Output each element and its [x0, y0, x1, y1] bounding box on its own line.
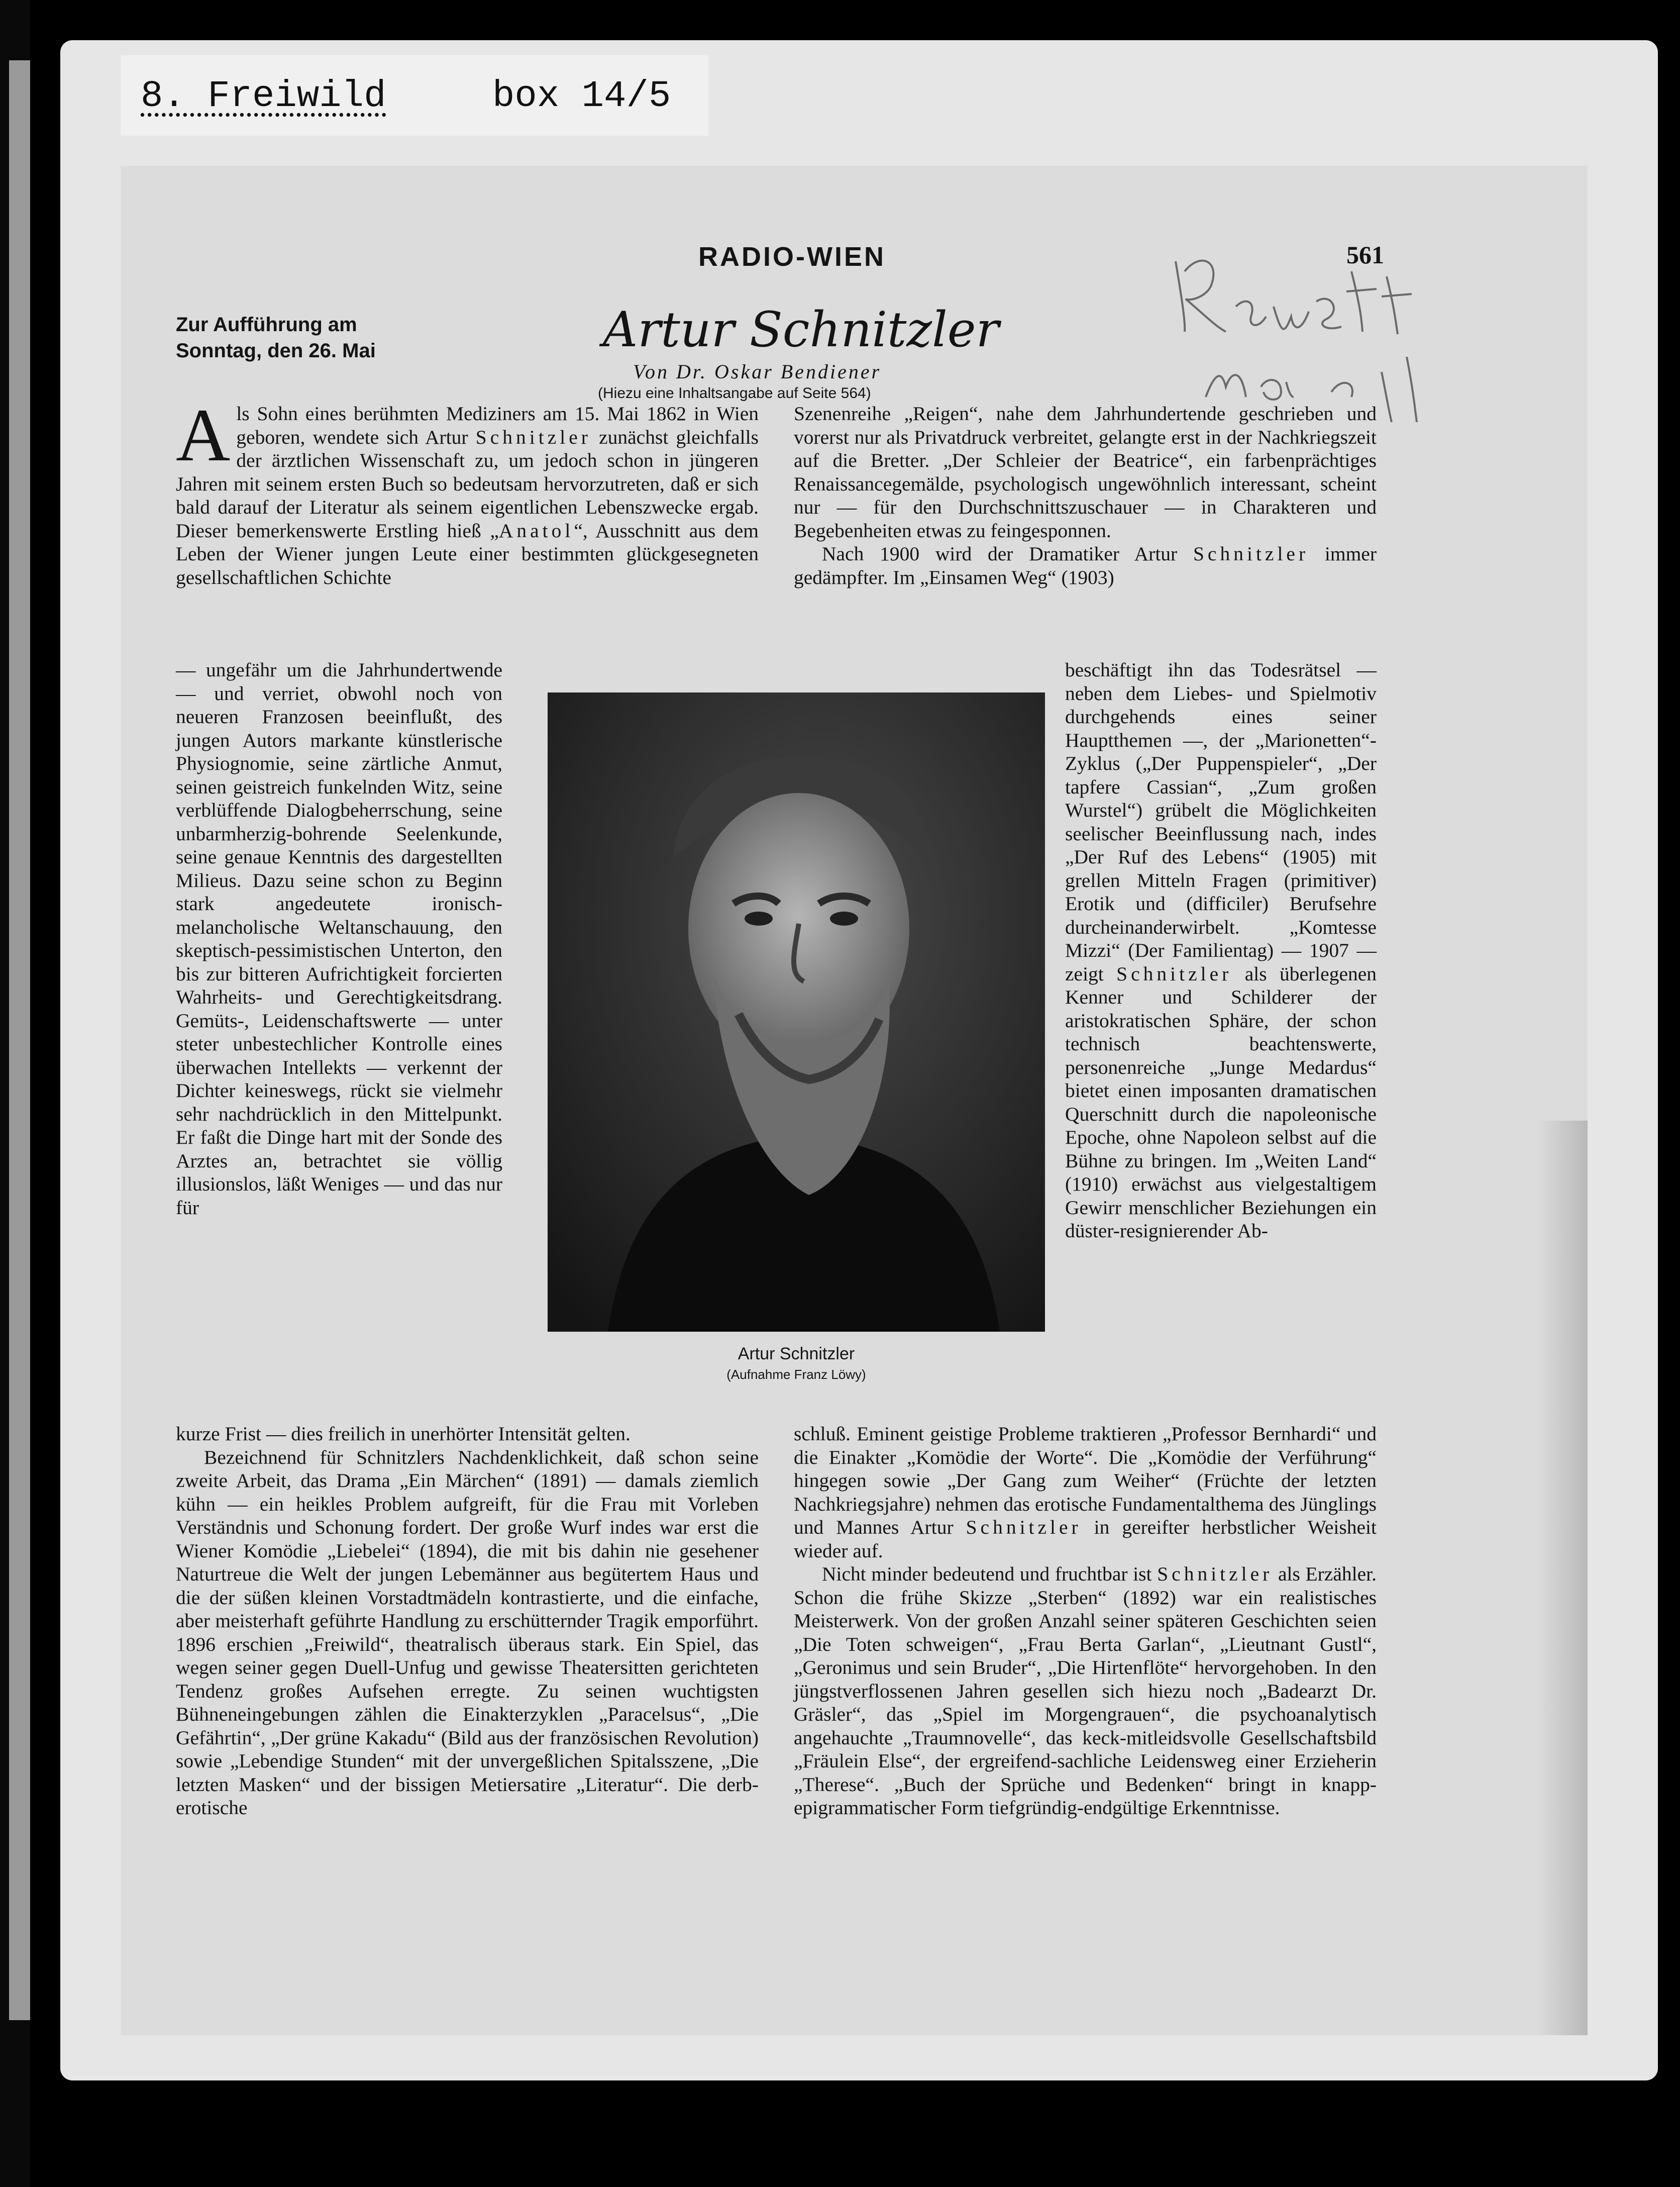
article-title: Artur Schnitzler — [603, 302, 999, 358]
drop-cap: A — [176, 393, 231, 477]
paragraph-end: schluß. Eminent geistige Probleme traktieren „Professor Bernhardi“ und die Einakter „Komödie der Worte“. Die „Komödie der Verführung“ hingegen sowie „Der Gang zum Weiher“ (Früchte der letzten Nachkriegsjahre) nehmen das erotische Fundamentalthema des Jünglings und Mannes Artur Schnitzler in gereifter herbstlicher Weisheit wieder auf. — [794, 1423, 1377, 1562]
paragraph: Nicht minder bedeutend und fruchtbar ist Schnitzler als Erzähler. Schon die frühe Skizze „Sterben“ (1892) war ein realistisches Meisterwerk. Von der großen Anzahl seiner späteren Geschichten seien „Die Toten schweigen“, „Frau Berta Garlan“, „Lieutnant Gustl“, „Geronimus und sein Bruder“, „Die Hirtenflöte“ hervorgehoben. In den jüngstverflossenen Jahren gesellen sich hiezu noch „Badearzt Dr. Gräsler“, das „Spiel im Morgengrauen“, die psychoanalytisch angehauchte „Traumnovelle“, das keck-mitleidsvolle Gesellschaftsbild „Fräulein Else“, der ergreifend-sachliche Leidensweg einer Erzieherin „Therese“. „Buch der Sprüche und Bedenken“ bringt in knapp-epigrammatischer Form tiefgründig-endgültige Erkenntnisse. — [794, 1563, 1377, 1819]
caption-name: Artur Schnitzler — [738, 1344, 855, 1363]
archive-box-number: box 14/5 — [492, 75, 671, 118]
archive-label — [121, 55, 708, 136]
archive-collection: 8. Freiwild — [141, 75, 386, 118]
reference-note: (Hiezu eine Inhaltsangabe auf Seite 564) — [598, 385, 871, 402]
newspaper-page — [121, 166, 1588, 2035]
column-1-top — [176, 393, 759, 589]
paragraph-end: kurze Frist — dies freilich in unerhörter Intensität gelten. — [176, 1423, 631, 1445]
paragraph: Nach 1900 wird der Dramatiker Artur Schnitzler immer gedämpfter. Im „Einsamen Weg“ (1903) — [794, 543, 1377, 588]
column-2-bottom — [794, 1422, 1377, 1820]
portrait-caption — [548, 1344, 1045, 1382]
page-number: 561 — [1346, 241, 1384, 269]
column-1-bottom — [176, 1422, 759, 1820]
paragraph: Als Sohn eines berühmten Mediziners am 15. Mai 1862 in Wien geboren, wendete sich Artur Schnitzler zunächst gleichfalls der ärztlichen Wissenschaft zu, um jedoch schon in jüngeren Jahren mit seinem ersten Buch so bedeutsam hervorzutreten, daß er sich bald darauf der Literatur als seinem eigentlichen Lebenszwecke ergab. Dieser bemerkenswerte Erstling hieß „Anatol“, Ausschnitt aus dem Leben der Wiener jungen Leute einer bestimmten glückgesegneten gesellschaftlichen Schichte — [176, 393, 759, 588]
column-2-beside-portrait — [1065, 658, 1377, 1243]
paragraph-continued: beschäftigt ihn das Todesrätsel — neben dem Liebes- und Spielmotiv durchgehends eines seiner Hauptthemen —, der „Marionetten“-Zyklus („Der Puppenspieler“, „Der tapfere Cassian“, „Zum großen Wurstel“) grübelt die Möglichkeiten seelischer Beeinflussung nach, indes „Der Ruf des Lebens“ (1905) mit grellen Mitteln Fragen (primitiver) Erotik und (difficiler) Berufsehre durcheinanderwirbelt. „Komtesse Mizzi“ (Der Familientag) — 1907 — zeigt Schnitzler als überlegenen Kenner und Schilderer der aristokratischen Sphäre, der schon technisch beachtenswerte, personenreiche „Junge Medardus“ bietet einen imposanten dramatischen Querschnitt durch die napoleonische Epoche, ohne Napoleon selbst auf die Bühne zu bringen. Im „Weiten Land“ (1910) erwächst aus vielgestaltigem Gewirr menschlicher Beziehungen ein düster-resignierender Ab- — [1065, 659, 1377, 1242]
page-fold-shadow — [1537, 1121, 1588, 2035]
caption-credit: (Aufnahme Franz Löwy) — [726, 1367, 866, 1382]
paragraph: Bezeichnend für Schnitzlers Nachdenklichkeit, daß schon seine zweite Arbeit, das Drama „Ein Märchen“ (1891) — damals ziemlich kühn — ein heikles Problem aufgreift, für die Frau mit Vorleben Verständnis und Schonung fordert. Der große Wurf indes war erst die Wiener Komödie „Liebelei“ (1894), die mit bis dahin nie gesehener Naturtreue die Welt der jungen Lebemänner aus begütertem Haus und die der süßen kleinen Vorstadtmädeln kontrastierte, und die einfache, aber meisterhaft geführte Handlung zu erschütternder Tragik emporführt. 1896 erschien „Freiwild“, theatralisch überaus stark. Ein Spiel, das wegen seiner gegen Duell-Unfug und gewisse Theatersitten gerichteten Tendenz großes Aufsehen erregte. Zu seinen wuchtigsten Bühneneingebungen zählen die Einakterzyklen „Paracelsus“, „Die Gefährtin“, „Der grüne Kakadu“ (Bild aus der französischen Revolution) sowie „Lebendige Stunden“ mit der unvergeßlichen Spitalsszene, „Die letzten Masken“ und der bissigen Metiersatire „Literatur“. Die derb-erotische — [176, 1446, 759, 1819]
author-portrait — [548, 692, 1045, 1332]
column-1-beside-portrait — [176, 658, 502, 1219]
article-author: Von Dr. Oskar Bendiener — [633, 360, 882, 383]
magazine-header: RADIO-WIEN — [698, 242, 886, 272]
column-2-top — [794, 402, 1377, 589]
portrait-image — [548, 692, 1045, 1332]
paragraph-continued: — ungefähr um die Jahrhundertwende — und verriet, obwohl noch von neueren Franzosen beeinflußt, des jungen Autors markante künstlerische Physiognomie, seine zärtliche Anmut, seinen geistreich funkelnden Witz, seine verblüffende Dialogbeherrschung, seine unbarmherzig-bohrende Seelenkunde, seine genaue Kenntnis des dargestellten Milieus. Dazu seine schon zu Beginn stark angedeutete ironisch-melancholische Weltanschauung, den skeptisch-pessimistischen Unterton, den bis zur bitteren Aufrichtigkeit forcierten Wahrheits- und Gerechtigkeitsdrang. Gemüts-, Leidenschaftswerte — unter steter unbestechlicher Kontrolle eines überwachen Intellekts — verkennt der Dichter keineswegs, rückt sie vielmehr sehr nachdrücklich in den Mittelpunkt. Er faßt die Dinge hart mit der Sonde des Arztes an, betrachtet sie völlig illusionslos, läßt Weniges — und das nur für — [176, 659, 502, 1219]
adjacent-page-strip — [9, 60, 30, 2020]
event-note: Zur Aufführung am Sonntag, den 26. Mai — [176, 314, 376, 362]
paragraph: Szenenreihe „Reigen“, nahe dem Jahrhundertende geschrieben und vorerst nur als Privatdruck verbreitet, gelangte erst in der Nachkriegszeit auf die Bretter. „Der Schleier der Beatrice“, ein farbenprächtiges Renaissancegemälde, psychologisch ungewöhnlich interessant, scheint nur — für den Durchschnittszuschauer — in Charakteren und Begebenheiten etwas zu feingesponnen. — [794, 403, 1377, 542]
